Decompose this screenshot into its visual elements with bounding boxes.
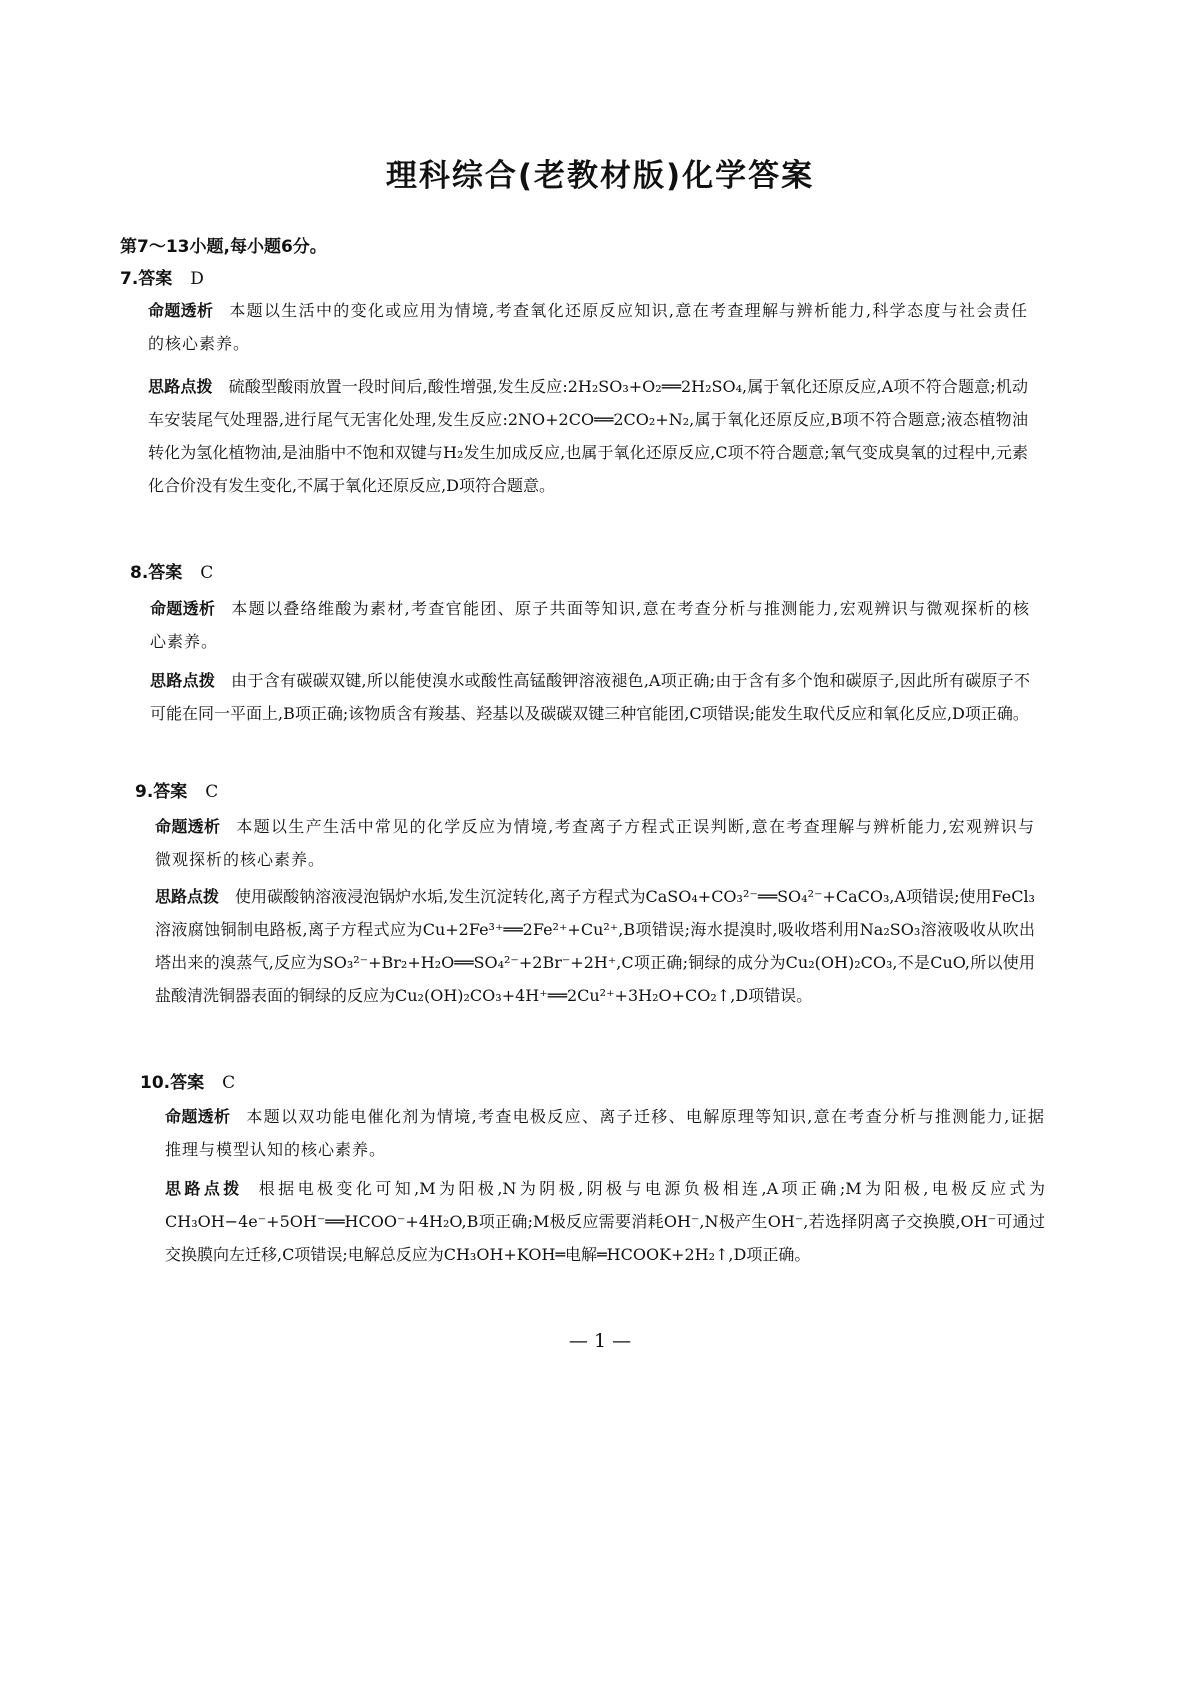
analysis-label: 命题透析 xyxy=(148,301,214,320)
answer-value: C xyxy=(205,782,219,802)
analysis-label: 命题透析 xyxy=(150,599,216,618)
analysis-text: 本题以叠络维酸为素材,考查官能团、原子共面等知识,意在考查分析与推测能力,宏观辨识与微观探析的核心素养。 xyxy=(150,599,1030,651)
hint-text: 硫酸型酸雨放置一段时间后,酸性增强,发生反应:2H₂SO₃+O₂══2H₂SO₄,属于氧化还原反应,A项不符合题意;机动车安装尾气处理器,进行尾气无害化处理,发生反应:2NO+2CO══2CO₂+N₂,属于氧化还原反应,B项不符合题意;液态植物油转化为氢化植物油,是油脂中不饱和双键与H₂发生加成反应,也属于氧化还原反应,C项不符合题意;氧气变成臭氧的过程中,元素化合价没有发生变化,不属于氧化还原反应,D项符合题意。 xyxy=(148,377,1028,495)
question-9-hint xyxy=(155,880,1035,1012)
analysis-text: 本题以生产生活中常见的化学反应为情境,考查离子方程式正误判断,意在考查理解与辨析能力,宏观辨识与微观探析的核心素养。 xyxy=(155,817,1035,869)
hint-text: 根据电极变化可知,M为阳极,N为阴极,阴极与电源负极相连,A项正确;M为阳极,电极反应式为CH₃OH−4e⁻+5OH⁻══HCOO⁻+4H₂O,B项正确;M极反应需要消耗OH⁻,N极产生OH⁻,若选择阴离子交换膜,OH⁻可通过交换膜向左迁移,C项错误;电解总反应为CH₃OH+KOH═电解═HCOOK+2H₂↑,D项正确。 xyxy=(165,1179,1045,1264)
question-8-header xyxy=(130,558,213,583)
hint-label: 思路点拨 xyxy=(150,671,216,690)
analysis-text: 本题以生活中的变化或应用为情境,考查氧化还原反应知识,意在考查理解与辨析能力,科学态度与社会责任的核心素养。 xyxy=(148,301,1028,353)
question-number: 10. xyxy=(140,1073,171,1093)
question-7-analysis xyxy=(148,294,1028,360)
question-8-analysis xyxy=(150,592,1030,658)
hint-text: 使用碳酸钠溶液浸泡锅炉水垢,发生沉淀转化,离子方程式为CaSO₄+CO₃²⁻══SO₄²⁻+CaCO₃,A项错误;使用FeCl₃溶液腐蚀铜制电路板,离子方程式应为Cu+2Fe³⁺══2Fe²⁺+Cu²⁺,B项错误;海水提溴时,吸收塔利用Na₂SO₃溶液吸收从吹出塔出来的溴蒸气,反应为SO₃²⁻+Br₂+H₂O══SO₄²⁻+2Br⁻+2H⁺,C项正确;铜绿的成分为Cu₂(OH)₂CO₃,不是CuO,所以使用盐酸清洗铜器表面的铜绿的反应为Cu₂(OH)₂CO₃+4H⁺══2Cu²⁺+3H₂O+CO₂↑,D项错误。 xyxy=(155,887,1035,1005)
hint-text: 由于含有碳碳双键,所以能使溴水或酸性高锰酸钾溶液褪色,A项正确;由于含有多个饱和碳原子,因此所有碳原子不可能在同一平面上,B项正确;该物质含有羧基、羟基以及碳碳双键三种官能团,C项错误;能发生取代反应和氧化反应,D项正确。 xyxy=(150,671,1030,723)
answer-label: 答案 xyxy=(148,563,183,583)
answer-value: C xyxy=(222,1073,236,1093)
answer-label: 答案 xyxy=(138,269,173,289)
page-title: 理科综合(老教材版)化学答案 xyxy=(385,158,815,194)
question-10-hint xyxy=(165,1172,1045,1271)
question-10-analysis xyxy=(165,1100,1045,1166)
analysis-text: 本题以双功能电催化剂为情境,考查电极反应、离子迁移、电解原理等知识,意在考查分析与推测能力,证据推理与模型认知的核心素养。 xyxy=(165,1107,1045,1159)
answer-value: C xyxy=(200,563,214,583)
answer-label: 答案 xyxy=(153,782,188,802)
analysis-label: 命题透析 xyxy=(155,817,221,836)
question-9-analysis xyxy=(155,810,1035,876)
analysis-label: 命题透析 xyxy=(165,1107,231,1126)
hint-label: 思路点拨 xyxy=(148,377,213,396)
question-7-hint xyxy=(148,370,1028,502)
question-number: 7. xyxy=(120,269,139,289)
question-number: 8. xyxy=(130,563,149,583)
question-10-header xyxy=(140,1068,235,1093)
hint-label: 思路点拨 xyxy=(165,1179,243,1198)
page-number: — 1 — xyxy=(568,1330,632,1352)
answer-label: 答案 xyxy=(170,1073,205,1093)
question-8-hint xyxy=(150,664,1030,730)
question-9-header xyxy=(135,777,218,802)
question-7-header xyxy=(120,264,204,289)
hint-label: 思路点拨 xyxy=(155,887,220,906)
question-number: 9. xyxy=(135,782,154,802)
answer-value: D xyxy=(190,269,204,289)
section-intro: 第7～13小题,每小题6分。 xyxy=(120,237,327,257)
